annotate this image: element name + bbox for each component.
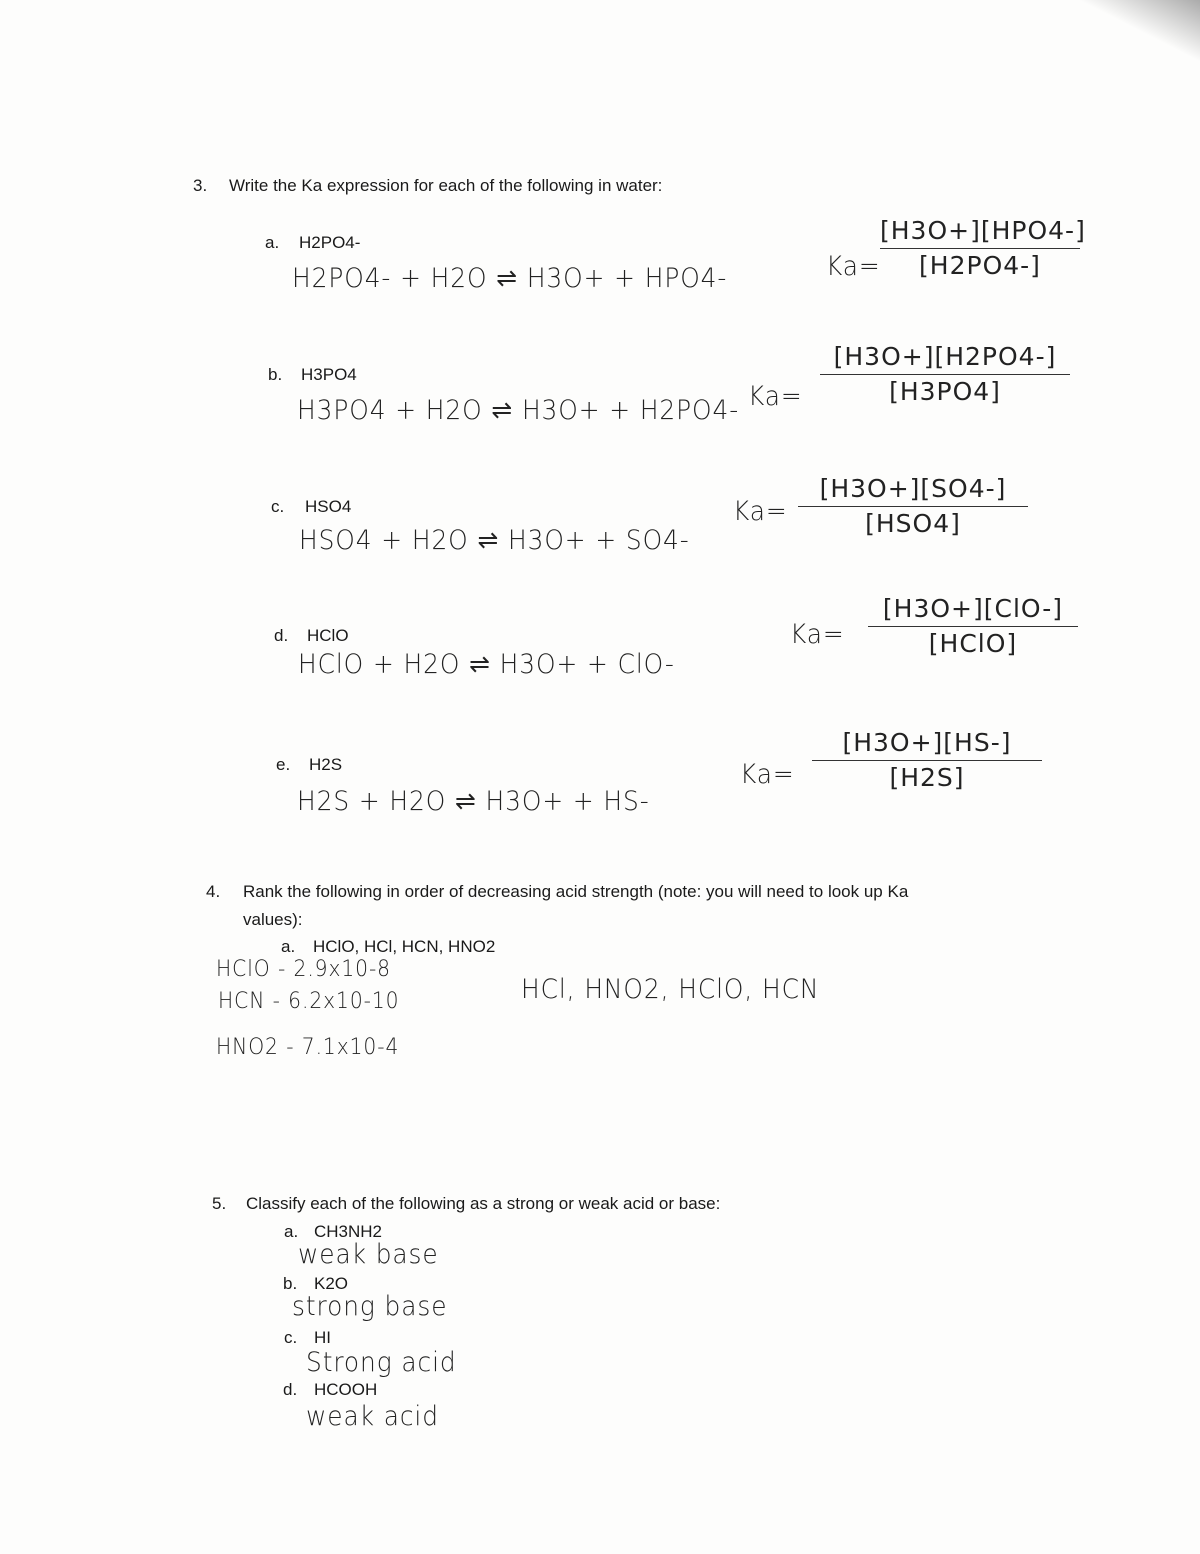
q3-prompt: Write the Ka expression for each of the following in water: xyxy=(229,176,663,195)
q3e-ka-fraction xyxy=(812,728,1042,793)
q3c-letter: c. xyxy=(271,497,285,516)
fraction-bar xyxy=(880,248,1080,249)
q3b-letter: b. xyxy=(268,365,283,384)
q3d-denominator: [HClO] xyxy=(928,629,1018,658)
q3c-ka-label: Ka= xyxy=(733,496,788,527)
q5d-answer: weak acid xyxy=(306,1401,439,1432)
q3a-reaction: H2PO4- + H2O ⇌ H3O+ + HPO4- xyxy=(292,263,728,294)
q3a-ka-fraction xyxy=(880,216,1086,281)
q3a-denominator: [H2PO4-] xyxy=(919,251,1041,280)
q3d-numerator: [H3O+][ClO-] xyxy=(882,594,1064,623)
q4a-list: HClO, HCl, HCN, HNO2 xyxy=(313,937,496,956)
q3-number: 3. xyxy=(193,176,208,195)
q3e-numerator: [H3O+][HS-] xyxy=(842,728,1012,757)
q5c-answer: Strong acid xyxy=(306,1347,457,1378)
q3e-reaction: H2S + H2O ⇌ H3O+ + HS- xyxy=(297,786,650,817)
q3c-denominator: [HSO4] xyxy=(865,509,961,538)
q3e-denominator: [H2S] xyxy=(889,763,965,792)
q3c-numerator: [H3O+][SO4-] xyxy=(819,474,1007,503)
q3a-numerator: [H3O+][HPO4-] xyxy=(880,216,1086,245)
q4-value-hclo: HClO - 2.9x10-8 xyxy=(216,957,391,982)
q5-prompt: Classify each of the following as a strong or weak acid or base: xyxy=(246,1194,721,1213)
q5d-species: HCOOH xyxy=(314,1380,378,1399)
q5d-letter: d. xyxy=(283,1380,298,1399)
q3d-species: HClO xyxy=(307,626,349,645)
q4-answer: HCl, HNO2, HClO, HCN xyxy=(521,974,820,1005)
q3c-reaction: HSO4 + H2O ⇌ H3O+ + SO4- xyxy=(299,525,690,556)
q3b-numerator: [H3O+][H2PO4-] xyxy=(833,342,1057,371)
q3a-ka-label: Ka= xyxy=(826,251,881,282)
q4-prompt-line1: Rank the following in order of decreasing acid strength (note: you will need to look up Ka xyxy=(243,882,909,901)
q4a-letter: a. xyxy=(281,937,296,956)
q3b-ka-label: Ka= xyxy=(748,381,803,412)
q3a-letter: a. xyxy=(265,233,280,252)
q3b-ka-fraction xyxy=(820,342,1070,407)
q5-number: 5. xyxy=(212,1194,227,1213)
q5b-answer: strong base xyxy=(292,1291,448,1322)
q5a-species: CH3NH2 xyxy=(314,1222,383,1241)
q3b-reaction: H3PO4 + H2O ⇌ H3O+ + H2PO4- xyxy=(297,395,740,426)
q3b-species: H3PO4 xyxy=(301,365,357,384)
q5b-letter: b. xyxy=(283,1274,298,1293)
q3e-letter: e. xyxy=(276,755,291,774)
q3d-ka-fraction xyxy=(868,594,1078,659)
q3e-species: H2S xyxy=(309,755,343,774)
q3c-ka-fraction xyxy=(798,474,1028,539)
q3d-ka-label: Ka= xyxy=(790,619,845,650)
q5a-answer: weak base xyxy=(298,1239,439,1270)
fraction-bar xyxy=(820,374,1070,375)
fraction-bar xyxy=(798,506,1028,507)
q4-number: 4. xyxy=(206,882,221,901)
q5c-species: HI xyxy=(314,1328,331,1347)
q3b-denominator: [H3PO4] xyxy=(889,377,1001,406)
q4-value-hno2: HNO2 - 7.1x10-4 xyxy=(216,1035,400,1060)
q3c-species: HSO4 xyxy=(305,497,352,516)
q5a-letter: a. xyxy=(284,1222,299,1241)
q5c-letter: c. xyxy=(284,1328,298,1347)
q3e-ka-label: Ka= xyxy=(740,759,795,790)
q4-value-hcn: HCN - 6.2x10-10 xyxy=(218,989,400,1014)
fraction-bar xyxy=(868,626,1078,627)
q4-prompt-line2: values): xyxy=(243,910,303,929)
fraction-bar xyxy=(812,760,1042,761)
q3d-letter: d. xyxy=(274,626,289,645)
q3d-reaction: HClO + H2O ⇌ H3O+ + ClO- xyxy=(298,649,675,680)
q3a-species: H2PO4- xyxy=(299,233,361,252)
q5b-species: K2O xyxy=(314,1274,349,1293)
page-corner-shadow xyxy=(1067,0,1200,180)
